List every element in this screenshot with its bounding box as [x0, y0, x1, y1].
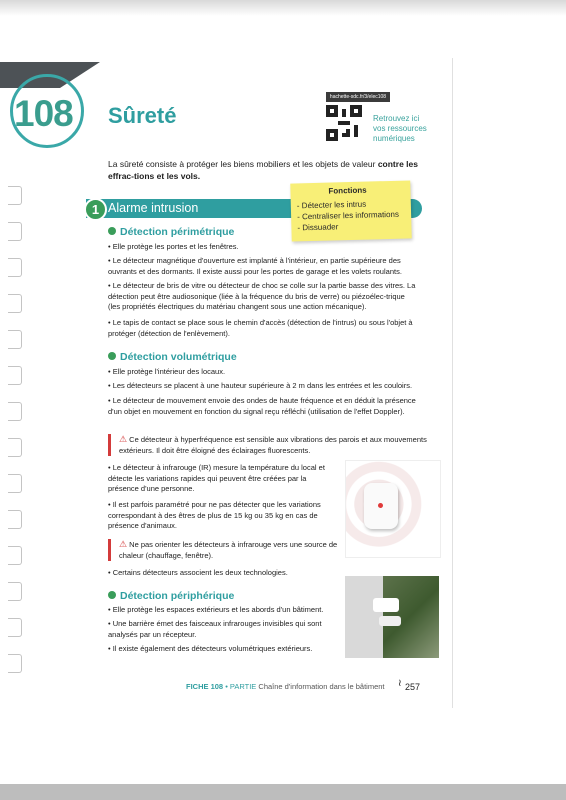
fiche-number: 108 [14, 93, 73, 134]
paragraph: • Certains détecteurs associent les deux technologies. [108, 568, 288, 577]
binder-tab [8, 222, 22, 241]
zigzag-mark-icon: ≀ [398, 678, 402, 689]
outdoor-detector [373, 598, 399, 612]
bullet-dot [108, 352, 116, 360]
bullet-dot [108, 227, 116, 235]
outdoor-detector-photo [345, 576, 439, 658]
warning-icon: ⚠ [119, 434, 128, 444]
binder-tab [8, 402, 22, 421]
paragraph: • Elle protège l'intérieur des locaux. [108, 367, 226, 376]
bullet-dot [108, 591, 116, 599]
paragraph: • Le tapis de contact se place sous le chemin d'accès (détection de l'intrus) ou sous l'objet à protéger (détection de l'enlèvement). [108, 318, 413, 338]
warning-box [108, 434, 429, 456]
paragraph: • Elle protège les portes et les fenêtres. [108, 242, 239, 251]
intro-bold: contre les effrac-tions et les vols. [108, 159, 418, 181]
paragraph: • Le détecteur de bris de vitre ou détecteur de choc se colle sur la partie basse des vitres. La détection peut être audiosonique (liée à la fréquence du bris de verre) ou piézoélec-trique (les propriétés électriques du matériau changent sous une action mécanique). [108, 281, 416, 311]
binder-tab [8, 510, 22, 529]
page-border-right [452, 58, 453, 708]
binder-tab [8, 330, 22, 349]
sticky-item: - Centraliser les informations [297, 209, 400, 222]
warning-text: Ce détecteur à hyperfréquence est sensible aux vibrations des parois et aux mouvements extérieurs. Il doit être éloigné des éclairages fluorescents. [119, 435, 427, 455]
page-title: Sûreté [108, 103, 177, 128]
section-number: 1 [84, 198, 107, 221]
qr-code-icon [326, 105, 362, 141]
binder-tab [8, 618, 22, 637]
warning-icon: ⚠ [119, 539, 128, 549]
paragraph: • Une barrière émet des faisceaux infrarouges invisibles qui sont analysés par un récepteur. [108, 619, 322, 639]
footer-text: Chaîne d'information dans le bâtiment [258, 682, 385, 691]
page-number: 257 [405, 682, 421, 692]
qr-caption-line: numériques [373, 134, 415, 143]
page-footer [186, 682, 385, 691]
subheading-text: Détection volumétrique [120, 351, 237, 363]
subheading-text: Détection périmétrique [120, 226, 235, 238]
paragraph: • Elle protège les espaces extérieurs et les abords d'un bâtiment. [108, 605, 324, 614]
paragraph: • Les détecteurs se placent à une hauteur supérieure à 2 m dans les entrées et les couloirs. [108, 381, 413, 390]
detector-device [364, 483, 398, 529]
binder-tab [8, 258, 22, 277]
footer-partie: • PARTIE [225, 682, 257, 691]
binder-tab [8, 546, 22, 565]
detector-led [378, 503, 383, 508]
wall [345, 576, 383, 658]
subheading-peripherique [108, 590, 234, 602]
warning-text: Ne pas orienter les détecteurs à infrarouge vers une source de chaleur (chauffage, fenêtre). [119, 540, 338, 560]
subheading-volumetrique [108, 351, 237, 363]
sticky-item: - Détecter les intrus [296, 199, 367, 211]
outdoor-detector [379, 616, 401, 626]
scan-edge-bottom [0, 784, 566, 800]
paragraph: • Le détecteur de mouvement envoie des ondes de haute fréquence et en déduit la présence d'un objet en mouvement en fonction du signal reçu réfléchi (utilisation de l'effet Doppler). [108, 396, 416, 416]
binder-tab [8, 654, 22, 673]
paragraph: • Le détecteur magnétique d'ouverture est implanté à l'intérieur, en partie supérieure des ouvrants et des dormants. Il existe aussi pour les portes de garage et les volets roulants. [108, 256, 402, 276]
paragraph: • Il est parfois paramétré pour ne pas détecter que les variations correspondant à des êtres de plus de 15 kg ou 35 kg en cas de présence d'animaux. [108, 500, 321, 530]
subheading-text: Détection périphérique [120, 590, 235, 602]
infrared-detector-photo [345, 460, 441, 558]
binder-tab [8, 294, 22, 313]
sticky-note [290, 180, 411, 241]
footer-fiche: FICHE 108 [186, 682, 224, 691]
scan-edge-top [0, 0, 566, 16]
paragraph: • Le détecteur à infrarouge (IR) mesure la température du local et détecte les variations rapides qui peuvent être créées par la présence d'une personne. [108, 463, 325, 493]
sticky-title: Fonctions [328, 185, 367, 196]
binder-tab [8, 474, 22, 493]
qr-url: hachette-sdc.fr/3/elec108 [326, 92, 390, 102]
section-title: Alarme intrusion [108, 201, 199, 215]
intro-paragraph [108, 158, 438, 182]
binder-tab [8, 582, 22, 601]
binder-tab [8, 186, 22, 205]
binder-tab [8, 438, 22, 457]
warning-box [108, 539, 341, 561]
sticky-item: - Dissuader [297, 222, 339, 233]
qr-caption-line: Retrouvez ici [373, 114, 420, 123]
binder-tab [8, 366, 22, 385]
qr-caption [373, 114, 427, 144]
intro-text: La sûreté consiste à protéger les biens mobiliers et les objets de valeur [108, 159, 376, 169]
subheading-perimetrique [108, 226, 234, 238]
qr-caption-line: vos ressources [373, 124, 427, 133]
paragraph: • Il existe également des détecteurs volumétriques extérieurs. [108, 644, 313, 653]
